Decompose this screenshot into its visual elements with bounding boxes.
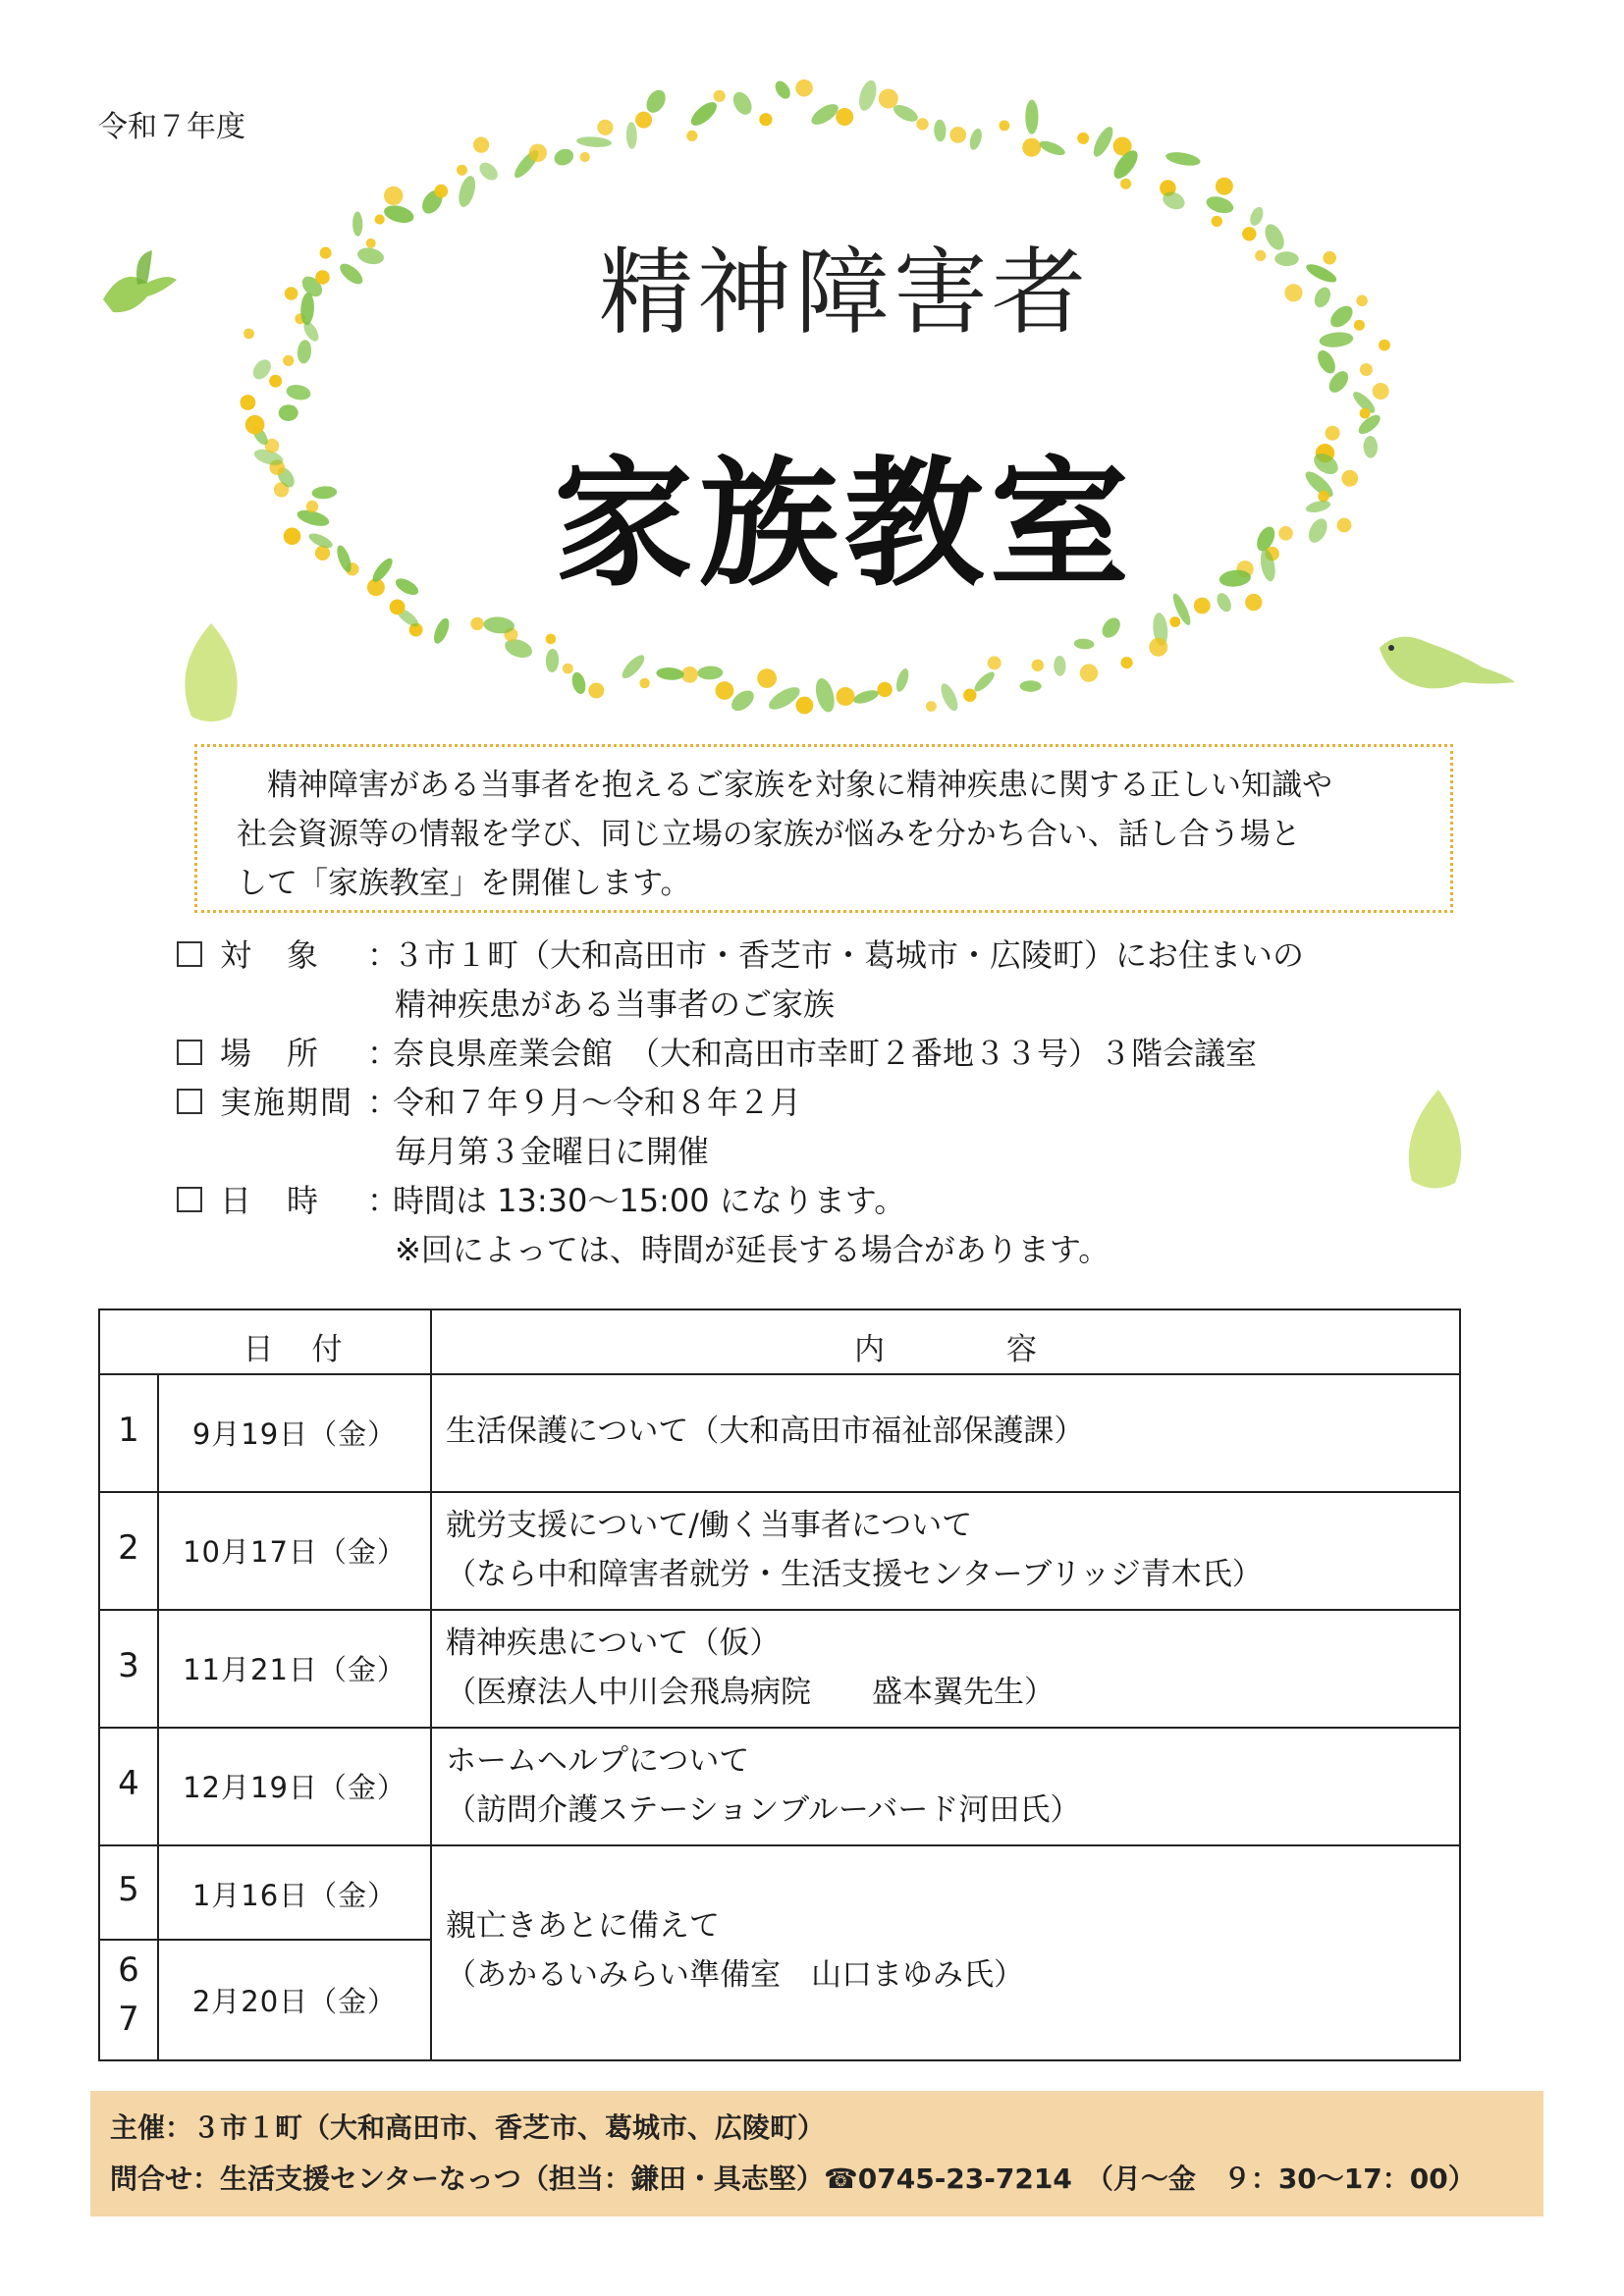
- intro-line: 精神障害がある当事者を抱えるご家族を対象に精神疾患に関する正しい知識や: [237, 768, 1332, 803]
- row-date: 2月20日（金）: [191, 1985, 398, 2018]
- info-colon: ：: [367, 1035, 400, 1072]
- row-date: 11月21日（金）: [183, 1653, 406, 1686]
- checkbox-icon: [177, 1040, 202, 1065]
- info-row-target: [177, 931, 1304, 980]
- row-number: 5: [118, 1870, 139, 1909]
- flower-wreath-illustration: [196, 49, 1434, 736]
- intro-line: して「家族教室」を開催します。: [237, 866, 691, 901]
- info-value: 時間は 13:30～15:00 になります。: [393, 1182, 906, 1219]
- info-value-continued: 精神疾患がある当事者のご家族: [395, 986, 836, 1023]
- info-row-place: [177, 1029, 1257, 1078]
- checkbox-icon: [177, 1089, 202, 1114]
- row-content: 就労支援について/働く当事者について: [446, 1508, 973, 1543]
- info-value: 奈良県産業会館 （大和高田市幸町２番地３３号）３階会議室: [393, 1035, 1258, 1072]
- row-content: 精神疾患について（仮）: [446, 1626, 781, 1661]
- row-number: 7: [118, 2000, 139, 2039]
- info-value: 令和７年９月～令和８年２月: [393, 1084, 802, 1121]
- fiscal-year-label: 令和７年度: [98, 110, 245, 144]
- leaf-icon: [1394, 1085, 1473, 1193]
- leaf-icon: [172, 618, 250, 726]
- info-value-continued: 毎月第３金曜日に開催: [395, 1133, 710, 1170]
- info-colon: ：: [367, 936, 400, 974]
- organizer-text: 主催：３市１町（大和高田市、香芝市、葛城市、広陵町）: [110, 2111, 826, 2144]
- info-colon: ：: [367, 1084, 400, 1121]
- checkbox-icon: [177, 1187, 202, 1212]
- row-content: （医療法人中川会飛鳥病院 盛本翼先生）: [446, 1675, 1055, 1710]
- row-number: 4: [118, 1764, 139, 1803]
- row-number: 2: [118, 1528, 139, 1568]
- row-content: ホームヘルプについて: [446, 1743, 750, 1779]
- table-header-content: 内 容: [854, 1332, 1037, 1367]
- title-subheading: 精神障害者: [599, 238, 1090, 347]
- row-number: 3: [118, 1646, 139, 1685]
- info-label: 日 時: [220, 1182, 321, 1219]
- merged-row-content: （あかるいみらい準備室 山口まゆみ氏）: [446, 1957, 1024, 1993]
- row-content: 生活保護について（大和高田市福祉部保護課）: [446, 1414, 1085, 1449]
- page-title: 家族教室: [554, 444, 1135, 606]
- checkbox-icon: [177, 941, 202, 967]
- footer-info-box: [90, 2091, 1543, 2216]
- intro-box: [194, 744, 1453, 913]
- row-number: 6: [118, 1950, 139, 1990]
- table-header-date: 日 付: [243, 1332, 347, 1367]
- row-content: （なら中和障害者就労・生活支援センターブリッジ青木氏）: [446, 1557, 1263, 1592]
- row-content: （訪問介護ステーションブルーバード河田氏）: [446, 1792, 1081, 1828]
- row-date: 1月16日（金）: [191, 1879, 398, 1912]
- contact-text: 問合せ：生活支援センターなっつ（担当：鎌田・具志堅）☎0745-23-7214 （月～金 ９：30～17：00）: [110, 2163, 1476, 2195]
- row-date: 12月19日（金）: [183, 1771, 406, 1804]
- row-number: 1: [118, 1411, 139, 1450]
- info-label: 場 所: [220, 1035, 321, 1072]
- intro-line: 社会資源等の情報を学び、同じ立場の家族が悩みを分かち合い、話し合う場と: [237, 817, 1301, 852]
- info-row-period: [177, 1078, 801, 1127]
- row-date: 9月19日（金）: [191, 1417, 398, 1451]
- info-label: 対 象: [220, 936, 321, 974]
- info-value: ３市１町（大和高田市・香芝市・葛城市・広陵町）にお住まいの: [393, 936, 1305, 974]
- info-row-datetime: [177, 1176, 905, 1225]
- info-colon: ：: [367, 1182, 400, 1219]
- row-date: 10月17日（金）: [183, 1535, 406, 1569]
- schedule-table: [98, 1308, 1461, 2061]
- intro-text: [237, 761, 1421, 908]
- bird-icon: [1370, 628, 1517, 702]
- merged-row-content: 親亡きあとに備えて: [446, 1908, 720, 1944]
- info-label: 実施期間: [220, 1084, 354, 1121]
- info-value-continued: ※回によっては、時間が延長する場合があります。: [395, 1231, 1110, 1268]
